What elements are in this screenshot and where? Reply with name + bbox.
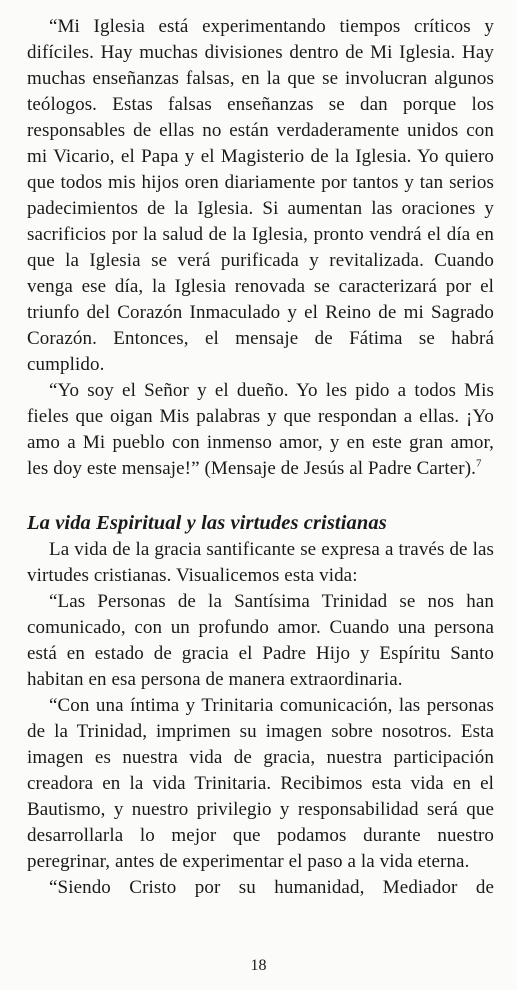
section-paragraph-1: La vida de la gracia santificante se expresa a través de las virtudes cristianas. Visualicemos esta vida: [27, 539, 494, 586]
section-paragraph-4: “Siendo Cristo por su humanidad, Mediador de [49, 877, 494, 898]
page-body [27, 14, 494, 901]
section-paragraph-2: “Las Personas de la Santísima Trinidad se nos han comunicado, con un profundo amor. Cuando una persona está en estado de gracia el Padre Hijo y Espíritu Santo habitan en esa persona de manera extraordinaria. [27, 591, 494, 690]
footnote-marker: 7 [475, 457, 482, 470]
section-heading: La vida Espiritual y las virtudes cristianas [27, 512, 387, 534]
section-paragraph-3: “Con una íntima y Trinitaria comunicación, las personas de la Trinidad, imprimen su imagen sobre nosotros. Esta imagen es nuestra vida de gracia, nuestra participación creadora en la vida Trinitaria. Recibimos esta vida en el Bautismo, y nuestro privilegio y responsabilidad será que desarrollarla lo mejor que podamos durante nuestro peregrinar, antes de experimentar el paso a la vida eterna. [27, 695, 494, 872]
quote-paragraph-1: “Mi Iglesia está experimentando tiempos críticos y difíciles. Hay muchas divisiones dentro de Mi Iglesia. Hay muchas enseñanzas falsas, en la que se involucran algunos teólogos. Estas falsas enseñanzas se dan porque los responsables de ellas no están verdaderamente unidos con mi Vicario, el Papa y el Magisterio de la Iglesia. Yo quiero que todos mis hijos oren diariamente por tantos y tan serios padecimientos de la Iglesia. Si aumentan las oraciones y sacrificios por la salud de la Iglesia, pronto vendrá el día en que la Iglesia se verá purificada y revitalizada. Cuando venga ese día, la Iglesia renovada se caracterizará por el triunfo del Corazón Inmaculado y el Reino de mi Sagrado Corazón. Entonces, el mensaje de Fátima se habrá cumplido. [27, 16, 494, 375]
quote-paragraph-2-text: “Yo soy el Señor y el dueño. Yo les pido a todos Mis fieles que oigan Mis palabras y que respondan a ellas. ¡Yo amo a Mi pueblo con inmenso amor, y en este gran amor, les doy este mensaje!” (Mensaje de Jesús al Padre Carter). [27, 380, 494, 479]
quote-paragraph-2 [27, 378, 494, 482]
page-number: 18 [250, 957, 267, 974]
